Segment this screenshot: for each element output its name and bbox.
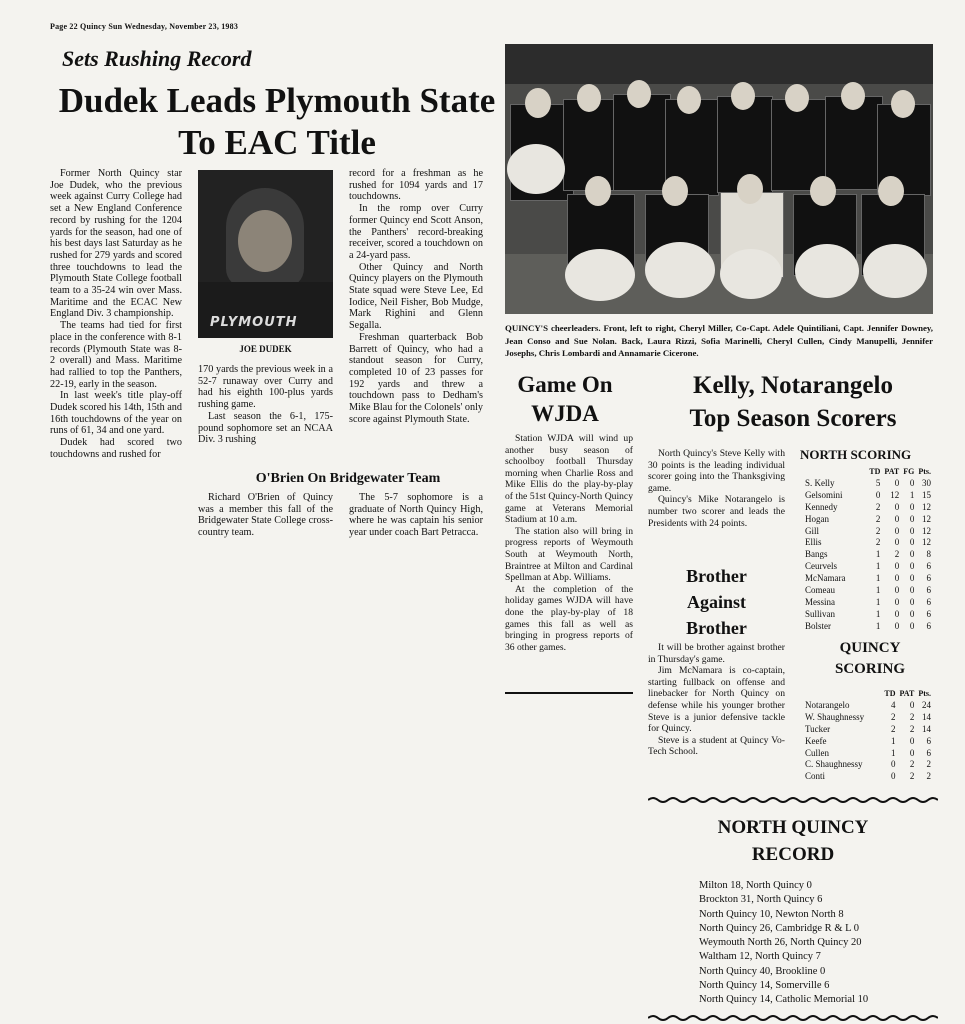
stat-cell: 2	[875, 537, 881, 548]
stat-cell: 6	[926, 747, 931, 758]
stat-cell: 0	[894, 585, 900, 596]
page-header: Page 22 Quincy Sun Wednesday, November 23, 1983	[50, 22, 239, 31]
obrien-headline: O'Brien On Bridgewater Team	[255, 471, 441, 486]
wjda-headline-2: WJDA	[531, 401, 599, 426]
stat-cell: 8	[926, 549, 931, 560]
stat-cell: 0	[894, 620, 900, 631]
stat-cell: 0	[909, 620, 915, 631]
player-name: Gill	[805, 525, 820, 536]
table-row	[803, 478, 933, 490]
stat-cell: 2	[909, 759, 915, 770]
dudek-col2-paragraph: 170 yards the previous week in a 52-7 runaway over Curry and had his eighth 100-plus yards rushing game.	[198, 364, 333, 411]
stat-cell: 0	[909, 608, 915, 619]
dudek-col3-paragraph: Other Quincy and North Quincy players on the Plymouth State squad were Steve Lee, Ed Iodice, Neil Fisher, Bob Mudge, Mark Righini and Glenn Segalla.	[349, 261, 483, 332]
player-name: Kennedy	[805, 501, 838, 512]
stat-cell: 1	[875, 573, 881, 584]
obrien-paragraph: The 5-7 sophomore is a graduate of North Quincy High, where he was captain his senior year under coach Bart Petracca.	[349, 492, 483, 539]
record-item: North Quincy 26, Cambridge R & L 0	[699, 922, 860, 934]
stat-cell: 2	[909, 723, 915, 734]
stat-cell: 12	[922, 537, 931, 548]
wjda-paragraph: At the completion of the holiday games WJDA will have done the play-by-play of 18 games this fall as well as bringing in progress reports of 36 other games.	[505, 583, 633, 653]
dudek-col2-paragraph: Last season the 6-1, 175-pound sophomore set an NCAA Div. 3 rushing	[198, 410, 333, 446]
cheerleaders-caption: QUINCY'S cheerleaders. Front, left to right, Cheryl Miller, Co-Capt. Adele Quintiliani, Capt. Jennifer Downey, Jean Conso and Sue Nolan. Back, Laura Rizzi, Sofia Marinelli, Cheryl Cullen, Cindy Manupelli, Jennifer Josephs, Chris Lombardi and Annamarie Cicerone.	[505, 323, 933, 358]
dudek-col1-paragraph: In last week's title play-off Dudek scored his 14th, 15th and 16th touchdowns of the year on runs of 61, 34 and one yard.	[50, 390, 182, 437]
stat-cell: 2	[894, 549, 900, 560]
stat-cell: 0	[894, 477, 900, 488]
dudek-col3-paragraph: record for a freshman as he rushed for 1094 yards and 17 touchdowns.	[349, 168, 483, 203]
col-header: FG	[903, 467, 915, 476]
dudek-headline: Dudek Leads Plymouth State To EAC Title	[58, 81, 496, 162]
col-header: PAT	[899, 689, 915, 698]
table-row	[803, 514, 933, 526]
table-row	[803, 736, 933, 748]
table-row	[803, 748, 933, 760]
record-item: North Quincy 10, Newton North 8	[699, 908, 844, 920]
brother-headline	[648, 563, 785, 641]
stat-cell: 0	[909, 747, 915, 758]
scorers-headline-1: Kelly, Notarangelo	[693, 372, 893, 399]
stat-cell: 0	[909, 513, 915, 524]
record-list	[699, 879, 939, 1008]
record-item: North Quincy 40, Brookline 0	[699, 965, 826, 977]
player-name: Ceurvels	[805, 561, 837, 572]
stat-cell: 0	[894, 573, 900, 584]
stat-cell: 1	[891, 747, 896, 758]
stat-cell: 2	[909, 711, 915, 722]
dudek-column-1	[50, 168, 182, 461]
player-name: Sullivan	[805, 608, 836, 619]
table-row	[803, 585, 933, 597]
scorers-paragraph: Quincy's Mike Notarangelo is number two scorer and leads the Presidents with 24 points.	[648, 494, 785, 529]
table-row	[803, 537, 933, 549]
player-name: Ellis	[805, 537, 822, 548]
stat-cell: 4	[891, 699, 896, 710]
table-row	[803, 561, 933, 573]
stat-cell: 0	[909, 561, 915, 572]
photo-jersey-text: PLYMOUTH	[210, 315, 298, 330]
record-item: North Quincy 14, Somerville 6	[699, 980, 830, 992]
stat-cell: 1	[875, 585, 881, 596]
quincy-scoring-title-2: SCORING	[834, 661, 905, 677]
dudek-col1-paragraph: The teams had tied for first place in the conference with 8-1 records (Plymouth State was 8-2 overall) and Mass. Maritime had rallied to top the Panthers, 22-19, early in the season.	[50, 320, 182, 390]
player-name: Gelsomini	[805, 489, 843, 500]
stat-cell: 1	[875, 620, 881, 631]
stat-cell: 0	[909, 549, 915, 560]
stat-cell: 0	[909, 477, 915, 488]
dudek-col1-paragraph: Former North Quincy star Joe Dudek, who the previous week against Curry College had set a New England Conference record by rushing for the 1204 yards for the season, had one of his best days last Saturday as he rushed for 279 yards and scored three touchdowns to lead the Plymouth State College football team to a 35-24 win over Mass. Maritime and the ECAC New England Div. 3 championship.	[50, 168, 182, 320]
stat-cell: 6	[926, 561, 931, 572]
stat-cell: 0	[894, 501, 900, 512]
record-item: Weymouth North 26, North Quincy 20	[699, 937, 862, 949]
wjda-bottom-rule	[505, 692, 633, 694]
player-name: S. Kelly	[805, 477, 835, 488]
player-name: Messina	[805, 596, 835, 607]
table-row	[803, 700, 933, 712]
stat-cell: 0	[909, 537, 915, 548]
quincy-scoring-header-row	[803, 688, 933, 700]
record-item: Brockton 31, North Quincy 6	[699, 894, 823, 906]
brother-paragraph: Steve is a student at Quincy Vo-Tech School.	[648, 734, 785, 758]
table-row	[803, 549, 933, 561]
table-row	[803, 502, 933, 514]
obrien-column-2	[349, 492, 483, 539]
stat-cell: 0	[909, 735, 915, 746]
wjda-column	[505, 433, 633, 653]
stat-cell: 12	[922, 525, 931, 536]
dudek-column-2	[198, 364, 333, 446]
brother-headline-line: Brother	[686, 566, 747, 586]
stat-cell: 15	[922, 489, 931, 500]
stat-cell: 0	[894, 596, 900, 607]
col-header: Pts.	[918, 689, 931, 698]
stat-cell: 6	[926, 620, 931, 631]
brother-paragraph: It will be brother against brother in Thursday's game.	[648, 642, 785, 665]
stat-cell: 0	[894, 608, 900, 619]
stat-cell: 0	[909, 699, 915, 710]
table-row	[803, 490, 933, 502]
north-scoring-title: NORTH SCORING	[800, 447, 912, 462]
stat-cell: 0	[894, 561, 900, 572]
stat-cell: 1	[909, 489, 915, 500]
player-name: Tucker	[805, 723, 831, 734]
stat-cell: 2	[875, 501, 881, 512]
obrien-column-1	[198, 492, 333, 539]
table-row	[803, 609, 933, 621]
record-title-1: NORTH QUINCY	[717, 817, 869, 838]
stat-cell: 1	[875, 596, 881, 607]
cheerleaders-photo	[505, 44, 933, 314]
wjda-headline-1: Game On	[517, 372, 613, 397]
stat-cell: 0	[909, 596, 915, 607]
stat-cell: 12	[890, 489, 900, 500]
stat-cell: 0	[909, 573, 915, 584]
col-header: Pts.	[918, 467, 931, 476]
stat-cell: 1	[875, 549, 881, 560]
table-row	[803, 759, 933, 771]
stat-cell: 2	[909, 771, 915, 782]
table-row	[803, 771, 933, 783]
stat-cell: 0	[909, 525, 915, 536]
player-name: Keefe	[805, 735, 827, 746]
wjda-paragraph: The station also will bring in progress reports of Weymouth South at Weymouth North, Braintree at Milton and Cardinal Spellman at Abp. Williams.	[505, 525, 633, 584]
joe-dudek-caption: JOE DUDEK	[239, 344, 292, 354]
col-header: TD	[884, 689, 896, 698]
stat-cell: 5	[875, 477, 881, 488]
dudek-col3-paragraph: In the romp over Curry former Quincy end Scott Anson, the Panthers' record-breaking receiver, scored a touchdown on a 24-yard pass.	[349, 203, 483, 261]
dudek-kicker: Sets Rushing Record	[62, 46, 252, 71]
brother-column	[648, 642, 785, 758]
quincy-scoring-table	[803, 688, 933, 783]
dudek-col3-paragraph: Freshman quarterback Bob Barrett of Quincy, who had a standout season for Curry, completed 10 of 23 passes for 192 yards and threw a touchdown pass to Dedham's Mike Blau for the Colonels' only score against Plymouth State.	[349, 331, 483, 425]
table-row	[803, 621, 933, 633]
player-name: Hogan	[805, 513, 829, 524]
player-name: Cullen	[805, 747, 829, 758]
player-name: McNamara	[805, 573, 846, 584]
table-row	[803, 724, 933, 736]
stat-cell: 2	[926, 771, 931, 782]
brother-headline-line: Against	[686, 592, 746, 612]
player-name: Notarangelo	[805, 699, 850, 710]
joe-dudek-photo	[198, 170, 333, 338]
stat-cell: 2	[875, 525, 881, 536]
stat-cell: 2	[891, 723, 896, 734]
record-title-2: RECORD	[751, 844, 835, 865]
table-row	[803, 712, 933, 724]
quincy-scoring-title-1: QUINCY	[839, 640, 901, 656]
stat-cell: 2	[891, 711, 896, 722]
stat-cell: 2	[926, 759, 931, 770]
table-row	[803, 597, 933, 609]
player-name: Comeau	[805, 585, 835, 596]
wjda-paragraph: Station WJDA will wind up another busy season of schoolboy football Thursday morning when Charlie Ross and Mike Ellis do the play-by-play of the 51st Quincy-North Quincy game at Veterans Memorial Stadium at 10 a.m.	[505, 433, 633, 526]
dudek-column-3	[349, 168, 483, 425]
col-header: TD	[869, 467, 881, 476]
brother-paragraph: Jim McNamara is co-captain, starting fullback on offense and linebacker for North Quincy on defense while his younger brother Steve is a junior defensive tackle for Quincy.	[648, 665, 785, 735]
player-name: Conti	[805, 771, 826, 782]
scorers-column	[648, 448, 785, 529]
record-item: Milton 18, North Quincy 0	[699, 880, 812, 891]
stat-cell: 6	[926, 585, 931, 596]
stat-cell: 6	[926, 735, 931, 746]
table-row	[803, 526, 933, 538]
stat-cell: 0	[894, 513, 900, 524]
stat-cell: 30	[922, 477, 931, 488]
stat-cell: 12	[922, 513, 931, 524]
stat-cell: 0	[894, 525, 900, 536]
col-header: PAT	[884, 467, 900, 476]
north-scoring-table	[803, 466, 933, 633]
table-row	[803, 573, 933, 585]
stat-cell: 0	[909, 585, 915, 596]
stat-cell: 6	[926, 608, 931, 619]
stat-cell: 1	[875, 608, 881, 619]
record-item: North Quincy 14, Catholic Memorial 10	[699, 994, 869, 1006]
scorers-headline-2: Top Season Scorers	[689, 405, 897, 432]
stat-cell: 1	[891, 735, 896, 746]
dudek-col1-paragraph: Dudek had scored two touchdowns and rushed for	[50, 437, 182, 460]
stat-cell: 2	[875, 513, 881, 524]
player-name: Bangs	[805, 549, 828, 560]
player-name: C. Shaughnessy	[805, 759, 863, 770]
stat-cell: 1	[875, 561, 881, 572]
player-name: W. Shaughnessy	[805, 711, 865, 722]
record-item: Waltham 12, North Quincy 7	[699, 951, 821, 963]
stat-cell: 0	[875, 489, 881, 500]
stat-cell: 14	[922, 711, 931, 722]
stat-cell: 0	[891, 759, 896, 770]
stat-cell: 24	[922, 699, 931, 710]
stat-cell: 6	[926, 596, 931, 607]
stat-cell: 0	[894, 537, 900, 548]
stat-cell: 14	[922, 723, 931, 734]
obrien-paragraph: Richard O'Brien of Quincy was a member this fall of the Bridgewater State College cross-country team.	[198, 492, 333, 539]
stat-cell: 0	[909, 501, 915, 512]
wavy-divider	[648, 796, 938, 804]
stat-cell: 0	[891, 771, 896, 782]
stat-cell: 12	[922, 501, 931, 512]
stat-cell: 6	[926, 573, 931, 584]
north-scoring-header-row	[803, 466, 933, 478]
brother-headline-line: Brother	[686, 618, 747, 638]
player-name: Bolster	[805, 620, 831, 631]
wavy-divider-bottom	[648, 1014, 938, 1022]
scorers-paragraph: North Quincy's Steve Kelly with 30 points is the leading individual scorer going into the Thanksgiving game.	[648, 448, 785, 494]
